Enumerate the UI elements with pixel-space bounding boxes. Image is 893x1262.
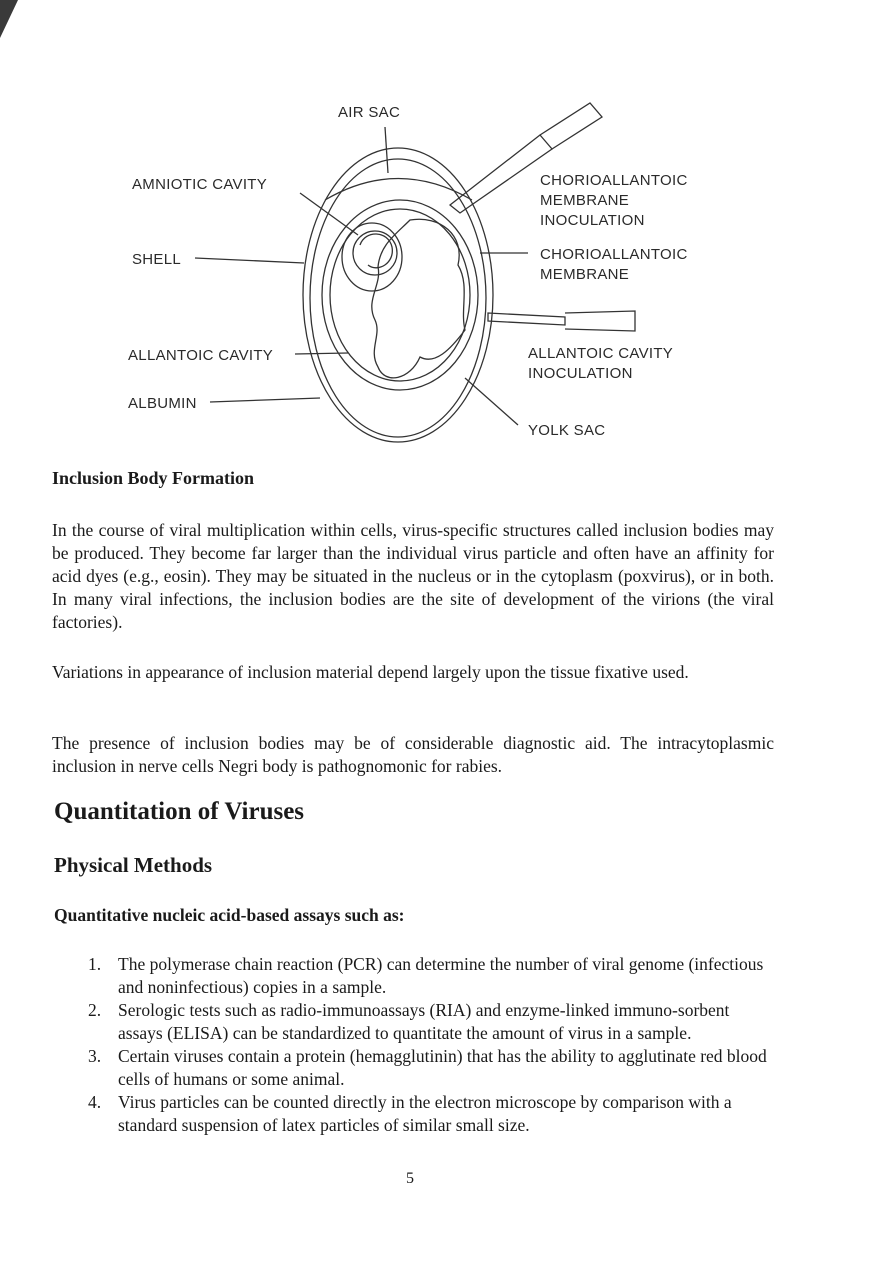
paragraph-variations: Variations in appearance of inclusion material depend largely upon the tissue fixative used. [52, 662, 689, 682]
amnion-outline [342, 223, 402, 291]
list-item-number: 4. [88, 1092, 102, 1112]
list-item-text: Virus particles can be counted directly in the electron microscope by comparison with a standard suspension of latex particles of similar small size. [118, 1092, 732, 1135]
label-air-sac: AIR SAC [338, 104, 401, 121]
cam-needle [450, 135, 552, 213]
list-item-number: 1. [88, 954, 102, 974]
embryo-body [360, 234, 392, 268]
label-allantoic-inoculation-1: ALLANTOIC CAVITY [528, 345, 674, 362]
list-heading-nucleic-acid: Quantitative nucleic acid-based assays such as: [54, 905, 405, 925]
paragraph-diagnostic-aid: The presence of inclusion bodies may be of considerable diagnostic aid. The intracytoplasmic inclusion in nerve cells Negri body is pathognomonic for rabies. [52, 733, 774, 776]
label-cam-inoculation-2: MEMBRANE [540, 192, 630, 209]
shell-leader [195, 258, 304, 263]
label-amniotic-cavity: AMNIOTIC CAVITY [132, 176, 268, 193]
section-heading-quantitation: Quantitation of Viruses [54, 798, 305, 825]
page-number: 5 [406, 1170, 414, 1187]
list-item [88, 1045, 778, 1091]
label-cam-1: CHORIOALLANTOIC [540, 246, 688, 263]
air-sac-leader [385, 127, 388, 173]
list-item [88, 999, 778, 1045]
methods-list [88, 953, 778, 1137]
label-albumin: ALBUMIN [128, 395, 197, 412]
list-item-text: Certain viruses contain a protein (hemagglutinin) that has the ability to agglutinate red blood cells of humans or some animal. [118, 1046, 767, 1089]
egg-diagram-drawing [120, 95, 740, 455]
label-cam-2: MEMBRANE [540, 266, 630, 283]
label-shell: SHELL [132, 251, 182, 268]
allantoic-syringe [565, 311, 635, 331]
label-cam-inoculation-3: INOCULATION [540, 212, 645, 229]
yolk-sac-leader [465, 378, 518, 425]
egg-shell-inner [310, 159, 486, 437]
list-item-text: The polymerase chain reaction (PCR) can determine the number of viral genome (infectious and noninfectious) copies in a sample. [118, 954, 764, 997]
list-item-number: 3. [88, 1046, 102, 1066]
albumin-leader [210, 398, 320, 402]
section-heading-inclusion-body: Inclusion Body Formation [52, 468, 255, 488]
label-yolk-sac: YOLK SAC [528, 422, 606, 439]
chorioallantoic-membrane [322, 200, 478, 390]
egg-inoculation-diagram [120, 95, 740, 455]
paragraph-inclusion-bodies: In the course of viral multiplication within cells, virus-specific structures called inclusion bodies may be produced. They become far larger than the individual virus particle and often have an affinity for acid dyes (e.g., eosin). They may be situated in the nucleus or in the cytoplasm (poxvirus), or in both. In many viral infections, the inclusion bodies are the site of development of the virions (the viral factories). [52, 520, 774, 632]
list-item [88, 953, 778, 999]
page-corner-shadow [0, 0, 20, 40]
label-allantoic-cavity: ALLANTOIC CAVITY [128, 347, 274, 364]
allantoic-needle [488, 313, 565, 325]
cam-syringe [540, 103, 602, 149]
list-item-text: Serologic tests such as radio-immunoassays (RIA) and enzyme-linked immuno-sorbent assays (ELISA) can be standardized to quantitate the amount of virus in a sample. [118, 1000, 730, 1043]
label-cam-inoculation-1: CHORIOALLANTOIC [540, 172, 688, 189]
allantoic-membrane-inner [330, 209, 470, 381]
list-item-number: 2. [88, 1000, 102, 1020]
list-item [88, 1091, 778, 1137]
allantoic-cavity-leader [295, 353, 348, 354]
label-allantoic-inoculation-2: INOCULATION [528, 365, 633, 382]
subheading-physical-methods: Physical Methods [54, 853, 213, 877]
amniotic-cavity-leader [300, 193, 358, 235]
air-sac-line [325, 179, 472, 201]
